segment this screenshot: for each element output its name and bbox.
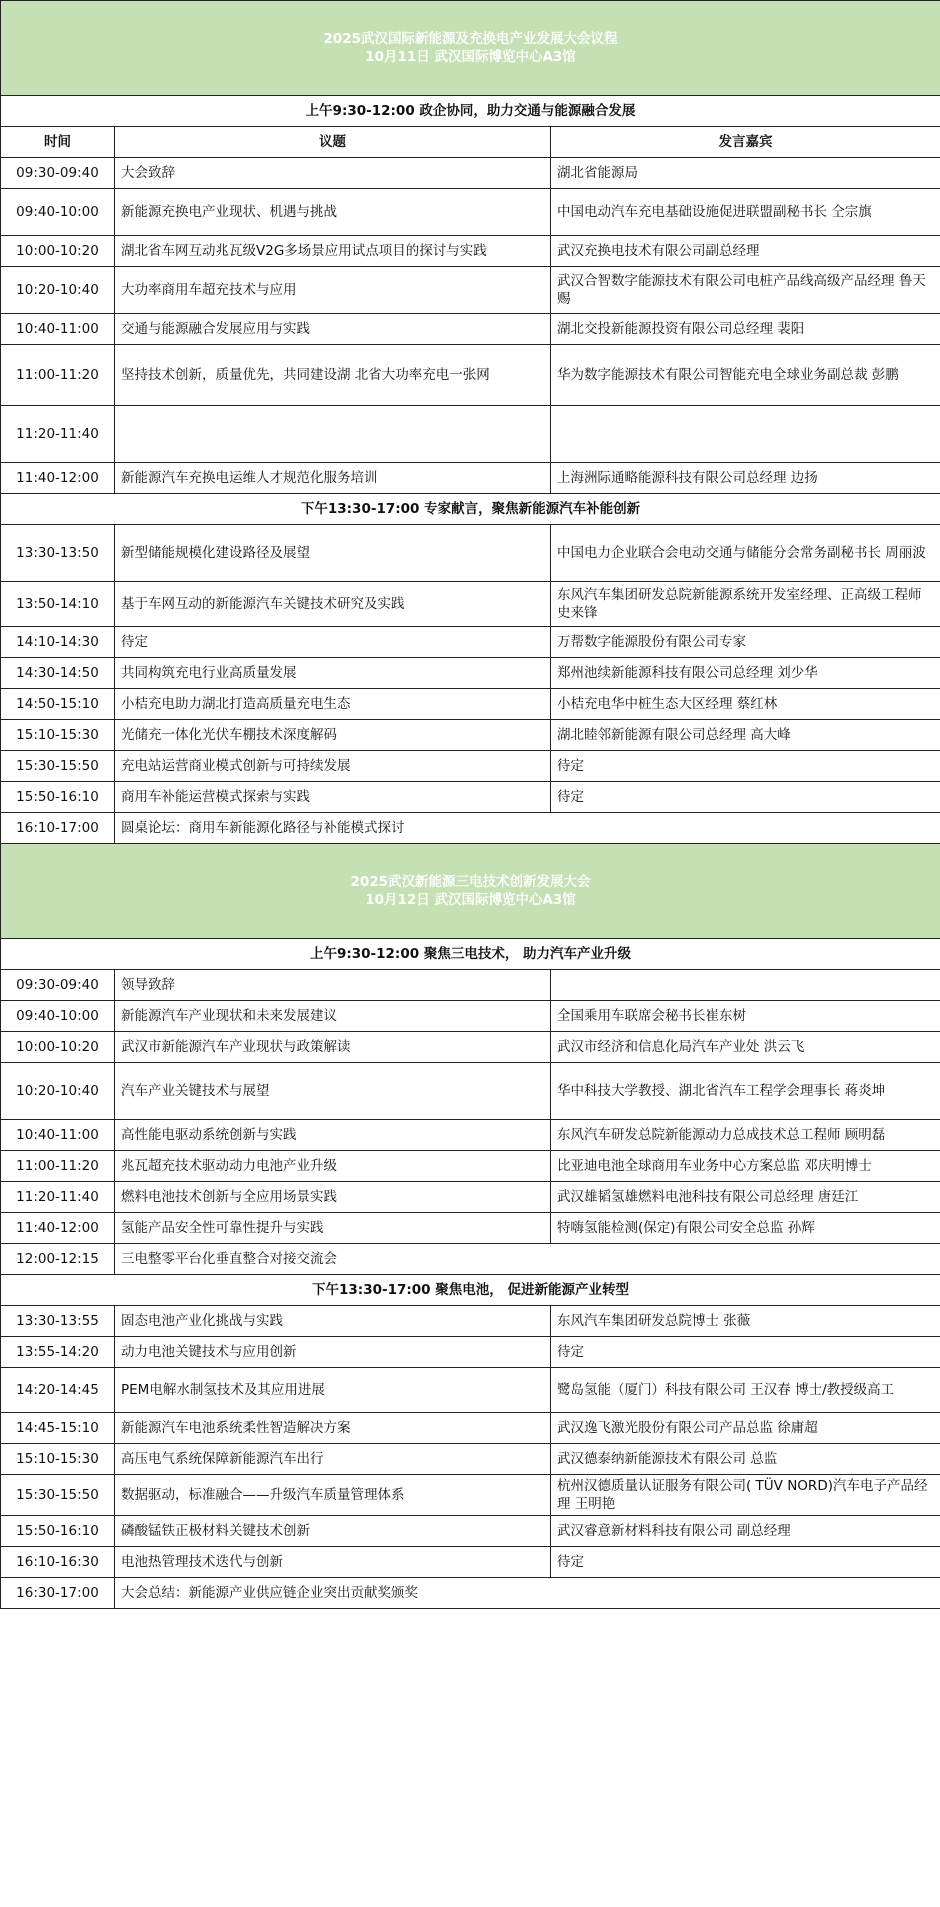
table-row [1,406,940,463]
row-time: 13:30-13:50 [1,525,115,582]
row-topic: PEM电解水制氢技术及其应用进展 [115,1368,551,1413]
session-row [1,1275,940,1306]
row-time: 15:30-15:50 [1,1475,115,1516]
table-row [1,1001,940,1032]
row-speaker: 武汉雄韬氢雄燃料电池科技有限公司总经理 唐廷江 [551,1182,940,1213]
row-topic: 坚持技术创新，质量优先，共同建设湖 北省大功率充电一张网 [115,345,551,406]
row-speaker: 待定 [551,1337,940,1368]
row-topic: 商用车补能运营模式探索与实践 [115,782,551,813]
conference-banner [1,1,940,96]
row-time: 09:40-10:00 [1,1001,115,1032]
row-time: 11:00-11:20 [1,1151,115,1182]
row-time: 10:20-10:40 [1,1063,115,1120]
table-row [1,189,940,236]
table-row [1,720,940,751]
row-time: 16:10-17:00 [1,813,115,844]
row-topic: 燃料电池技术创新与全应用场景实践 [115,1182,551,1213]
row-topic: 大会总结：新能源产业供应链企业突出贡献奖颁奖 [115,1578,940,1609]
session-label: 上午9:30-12:00 政企协同，助力交通与能源融合发展 [1,96,940,127]
table-row [1,525,940,582]
row-speaker: 比亚迪电池全球商用车业务中心方案总监 邓庆明博士 [551,1151,940,1182]
header-speaker: 发言嘉宾 [551,127,940,158]
table-row [1,658,940,689]
table-row [1,813,940,844]
row-topic: 电池热管理技术迭代与创新 [115,1547,551,1578]
row-time: 13:50-14:10 [1,582,115,627]
row-time: 13:30-13:55 [1,1306,115,1337]
table-row [1,1063,940,1120]
row-speaker: 湖北交投新能源投资有限公司总经理 裴阳 [551,314,940,345]
table-row [1,314,940,345]
table-row [1,1306,940,1337]
row-time: 13:55-14:20 [1,1337,115,1368]
row-time: 15:30-15:50 [1,751,115,782]
table-row [1,1213,940,1244]
row-speaker: 上海洲际通略能源科技有限公司总经理 边扬 [551,463,940,494]
row-time: 09:30-09:40 [1,970,115,1001]
row-speaker: 鹭岛氢能（厦门）科技有限公司 王汉春 博士/教授级高工 [551,1368,940,1413]
conference-date-venue: 10月12日 武汉国际博览中心A3馆 [365,892,576,908]
row-speaker: 武汉逸飞激光股份有限公司产品总监 徐庸超 [551,1413,940,1444]
row-speaker: 武汉充换电技术有限公司副总经理 [551,236,940,267]
table-row [1,1244,940,1275]
table-row [1,1516,940,1547]
session-row [1,96,940,127]
row-topic: 新能源汽车产业现状和未来发展建议 [115,1001,551,1032]
conference-title: 2025武汉国际新能源及充换电产业发展大会议程 [323,31,618,47]
table-row [1,970,940,1001]
table-row [1,1413,940,1444]
row-speaker: 待定 [551,1547,940,1578]
row-topic: 充电站运营商业模式创新与可持续发展 [115,751,551,782]
row-topic: 湖北省车网互动兆瓦级V2G多场景应用试点项目的探讨与实践 [115,236,551,267]
row-topic: 领导致辞 [115,970,551,1001]
session-label: 上午9:30-12:00 聚焦三电技术， 助力汽车产业升级 [1,939,940,970]
row-time: 14:45-15:10 [1,1413,115,1444]
row-time: 10:00-10:20 [1,1032,115,1063]
column-header-row [1,127,940,158]
row-topic: 新型储能规模化建设路径及展望 [115,525,551,582]
row-time: 10:40-11:00 [1,1120,115,1151]
row-time: 11:00-11:20 [1,345,115,406]
table-row [1,236,940,267]
row-topic: 三电整零平台化垂直整合对接交流会 [115,1244,940,1275]
table-row [1,1578,940,1609]
row-topic: 高性能电驱动系统创新与实践 [115,1120,551,1151]
table-row [1,1368,940,1413]
row-time: 11:40-12:00 [1,1213,115,1244]
row-speaker: 武汉睿意新材料科技有限公司 副总经理 [551,1516,940,1547]
header-topic: 议题 [115,127,551,158]
row-speaker: 武汉德泰纳新能源技术有限公司 总监 [551,1444,940,1475]
table-row [1,1032,940,1063]
row-speaker: 特嗨氢能检测(保定)有限公司安全总监 孙辉 [551,1213,940,1244]
row-topic: 光储充一体化光伏车棚技术深度解码 [115,720,551,751]
table-row [1,1547,940,1578]
row-time: 12:00-12:15 [1,1244,115,1275]
row-topic: 新能源汽车充换电运维人才规范化服务培训 [115,463,551,494]
row-speaker [551,970,940,1001]
row-speaker: 武汉合智数字能源技术有限公司电桩产品线高级产品经理 鲁天赐 [551,267,940,314]
table-row [1,267,940,314]
table-row [1,1444,940,1475]
row-speaker [551,406,940,463]
row-topic: 武汉市新能源汽车产业现状与政策解读 [115,1032,551,1063]
table-row [1,1475,940,1516]
table-row [1,689,940,720]
row-speaker: 小桔充电华中桩生态大区经理 蔡红林 [551,689,940,720]
row-topic: 交通与能源融合发展应用与实践 [115,314,551,345]
row-time: 15:10-15:30 [1,1444,115,1475]
row-time: 11:20-11:40 [1,1182,115,1213]
row-speaker: 武汉市经济和信息化局汽车产业处 洪云飞 [551,1032,940,1063]
row-topic: 大会致辞 [115,158,551,189]
row-time: 10:00-10:20 [1,236,115,267]
table-row [1,345,940,406]
row-topic: 高压电气系统保障新能源汽车出行 [115,1444,551,1475]
row-speaker: 待定 [551,751,940,782]
row-speaker: 中国电力企业联合会电动交通与储能分会常务副秘书长 周丽波 [551,525,940,582]
row-time: 14:20-14:45 [1,1368,115,1413]
row-speaker: 杭州汉德质量认证服务有限公司( TÜV NORD)汽车电子产品经理 王明艳 [551,1475,940,1516]
conference-banner [1,844,940,939]
banner-row [1,1,940,96]
row-topic: 氢能产品安全性可靠性提升与实践 [115,1213,551,1244]
row-speaker: 郑州池续新能源科技有限公司总经理 刘少华 [551,658,940,689]
row-time: 15:50-16:10 [1,1516,115,1547]
row-speaker: 待定 [551,782,940,813]
row-time: 11:20-11:40 [1,406,115,463]
row-topic: 兆瓦超充技术驱动动力电池产业升级 [115,1151,551,1182]
row-time: 16:10-16:30 [1,1547,115,1578]
banner-row [1,844,940,939]
session-row [1,939,940,970]
table-row [1,627,940,658]
conference-date-venue: 10月11日 武汉国际博览中心A3馆 [365,49,576,65]
row-topic: 磷酸锰铁正极材料关键技术创新 [115,1516,551,1547]
table-row [1,782,940,813]
row-speaker: 华中科技大学教授、湖北省汽车工程学会理事长 蒋炎坤 [551,1063,940,1120]
session-label: 下午13:30-17:00 专家献言，聚焦新能源汽车补能创新 [1,494,940,525]
row-speaker: 万帮数字能源股份有限公司专家 [551,627,940,658]
header-time: 时间 [1,127,115,158]
table-row [1,1337,940,1368]
row-speaker: 东风汽车集团研发总院新能源系统开发室经理、正高级工程师史来锋 [551,582,940,627]
row-topic: 新能源汽车电池系统柔性智造解决方案 [115,1413,551,1444]
row-time: 11:40-12:00 [1,463,115,494]
row-time: 16:30-17:00 [1,1578,115,1609]
row-time: 10:20-10:40 [1,267,115,314]
table-row [1,1182,940,1213]
row-topic: 数据驱动，标准融合——升级汽车质量管理体系 [115,1475,551,1516]
row-speaker: 东风汽车集团研发总院博士 张薇 [551,1306,940,1337]
session-label: 下午13:30-17:00 聚焦电池， 促进新能源产业转型 [1,1275,940,1306]
row-topic: 基于车网互动的新能源汽车关键技术研究及实践 [115,582,551,627]
table-row [1,1151,940,1182]
row-time: 15:50-16:10 [1,782,115,813]
row-topic: 新能源充换电产业现状、机遇与挑战 [115,189,551,236]
session-row [1,494,940,525]
row-speaker: 东风汽车研发总院新能源动力总成技术总工程师 顾明磊 [551,1120,940,1151]
row-topic: 动力电池关键技术与应用创新 [115,1337,551,1368]
table-row [1,751,940,782]
row-time: 09:40-10:00 [1,189,115,236]
row-topic: 待定 [115,627,551,658]
row-speaker: 湖北省能源局 [551,158,940,189]
row-topic: 大功率商用车超充技术与应用 [115,267,551,314]
table-row [1,158,940,189]
row-time: 09:30-09:40 [1,158,115,189]
row-time: 10:40-11:00 [1,314,115,345]
row-time: 15:10-15:30 [1,720,115,751]
conference-title: 2025武汉新能源三电技术创新发展大会 [350,874,591,890]
row-speaker: 全国乘用车联席会秘书长崔东树 [551,1001,940,1032]
row-topic: 汽车产业关键技术与展望 [115,1063,551,1120]
row-topic [115,406,551,463]
row-topic: 小桔充电助力湖北打造高质量充电生态 [115,689,551,720]
row-topic: 固态电池产业化挑战与实践 [115,1306,551,1337]
row-topic: 共同构筑充电行业高质量发展 [115,658,551,689]
row-speaker: 湖北睦邻新能源有限公司总经理 高大峰 [551,720,940,751]
table-row [1,582,940,627]
table-row [1,463,940,494]
table-row [1,1120,940,1151]
row-time: 14:30-14:50 [1,658,115,689]
row-speaker: 华为数字能源技术有限公司智能充电全球业务副总裁 彭鹏 [551,345,940,406]
row-speaker: 中国电动汽车充电基础设施促进联盟副秘书长 仝宗旗 [551,189,940,236]
row-topic: 圆桌论坛：商用车新能源化路径与补能模式探讨 [115,813,940,844]
row-time: 14:50-15:10 [1,689,115,720]
row-time: 14:10-14:30 [1,627,115,658]
